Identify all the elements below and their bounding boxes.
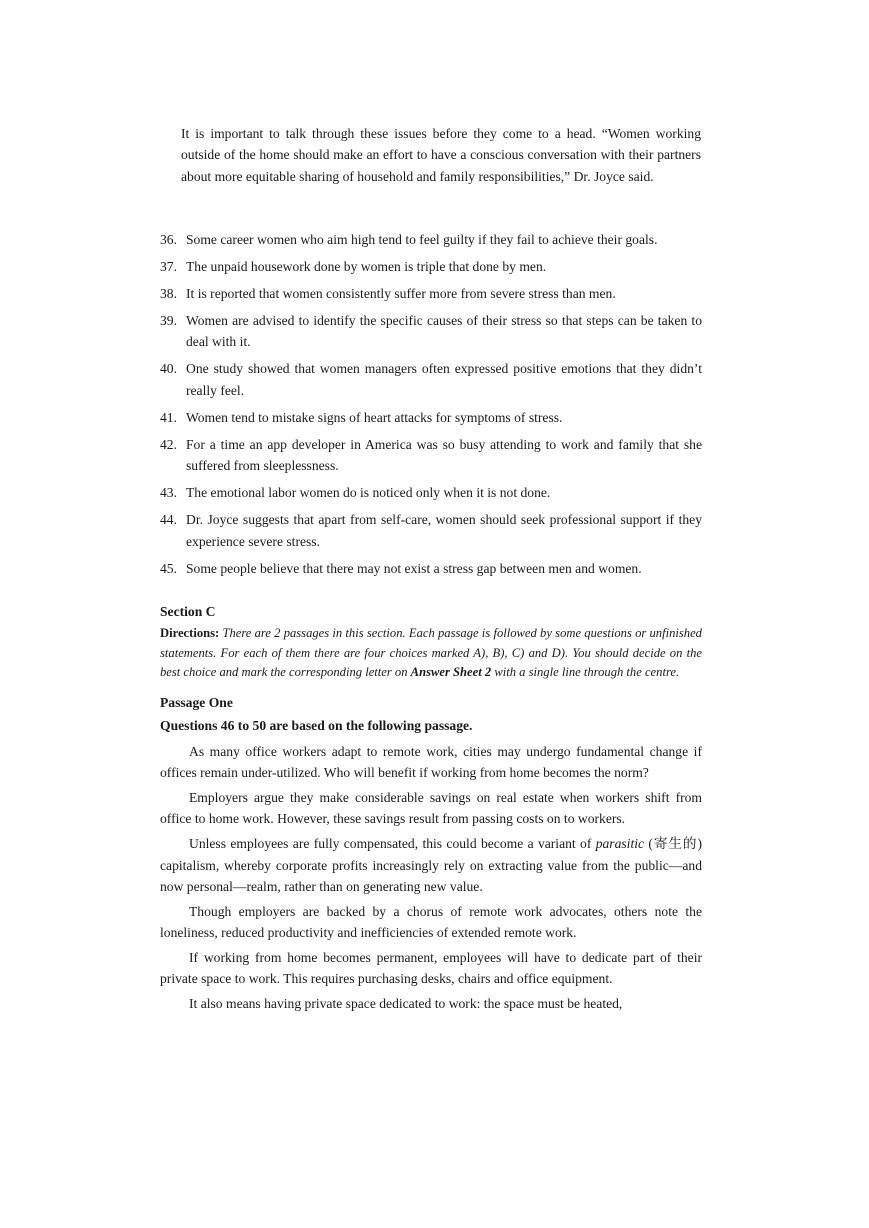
section-title: Section C: [160, 604, 216, 619]
statement-number: 39.: [160, 313, 177, 328]
statement-number: 36.: [160, 232, 177, 247]
section-c: [160, 601, 702, 1018]
statement-number: 44.: [160, 512, 177, 528]
statement-text: Women tend to mistake signs of heart attacks for symptoms of stress.: [186, 409, 563, 425]
statement-text: The unpaid housework done by women is triple that done by men.: [186, 259, 547, 274]
statement-text: The emotional labor women do is noticed only when it is not done.: [186, 485, 551, 501]
statement-number: 45.: [160, 560, 177, 576]
statement-number: 43.: [160, 485, 177, 501]
passage-paragraph: As many office workers adapt to remote work, cities may undergo fundamental change if offices remain under-utilized. Who will benefit if working from home becomes the norm?: [160, 743, 702, 781]
statement-item: [160, 407, 702, 428]
statement-item: [160, 434, 702, 477]
directions-body-end: with a single line through the centre.: [494, 664, 680, 679]
statement-number: 42.: [160, 436, 177, 452]
passage-paragraph: Employers argue they make considerable savings on real estate when workers shift from office to home work. However, these savings result from passing costs on to workers.: [160, 790, 702, 827]
passage-text: (寄生的) capitalism, whereby corporate profits increasingly rely on extracting value from the public—and now personal—realm, rather than on generating new value.: [160, 836, 702, 895]
passage-paragraph: [160, 833, 702, 897]
statement-item: [160, 229, 702, 250]
statement-text: Some people believe that there may not exist a stress gap between men and women.: [186, 560, 642, 576]
statement-text: Some career women who aim high tend to feel guilty if they fail to achieve their goals.: [186, 232, 658, 247]
directions-body: There are 2 passages in this section. Each passage is followed by some questions or unfinished statements. For each of them there are four choices marked A), B), C) and D). You should decide on the best choice and mark the corresponding letter on: [160, 626, 702, 679]
statement-list: [160, 229, 702, 585]
passage-title: Passage One: [160, 695, 233, 711]
statement-text: Women are advised to identify the specific causes of their stress so that steps can be taken to deal with it.: [186, 313, 702, 350]
statement-item: [160, 558, 702, 579]
statement-text: For a time an app developer in America was so busy attending to work and family that she suffered from sleeplessness.: [186, 436, 702, 474]
statement-item: [160, 482, 702, 503]
directions-lead: Directions:: [160, 626, 220, 641]
statement-item: [160, 358, 702, 401]
statement-text: One study showed that women managers often expressed positive emotions that they didn’t really feel.: [186, 361, 702, 398]
directions: [160, 624, 702, 682]
passage-text: Unless employees are fully compensated, this could become a variant of: [189, 836, 592, 852]
statement-text: It is reported that women consistently suffer more from severe stress than men.: [186, 286, 616, 301]
statement-number: 38.: [160, 286, 177, 301]
statement-number: 40.: [160, 361, 177, 377]
statement-item: [160, 283, 702, 304]
statement-text: Dr. Joyce suggests that apart from self-care, women should seek professional support if they experience severe stress.: [186, 512, 702, 549]
passage-paragraph: If working from home becomes permanent, employees will have to dedicate part of their private space to work. This requires purchasing desks, chairs and office equipment.: [160, 950, 702, 987]
statement-number: 41.: [160, 409, 177, 425]
statement-item: [160, 256, 702, 277]
passage-italic-term: parasitic: [595, 836, 645, 852]
statement-number: 37.: [160, 259, 177, 274]
passage-paragraph: It also means having private space dedicated to work: the space must be heated,: [189, 996, 623, 1012]
intro-paragraph: It is important to talk through these issues before they come to a head. “Women working outside of the home should make an effort to have a conscious conversation with their partners about more equitable sharing of household and family responsibilities,” Dr. Joyce said.: [181, 126, 701, 184]
passage-paragraph: Though employers are backed by a chorus of remote work advocates, others note the loneliness, reduced productivity and inefficiencies of extended remote work.: [160, 903, 702, 941]
directions-answer-sheet: Answer Sheet 2: [410, 664, 492, 679]
statement-item: [160, 509, 702, 552]
questions-note: Questions 46 to 50 are based on the following passage.: [160, 718, 473, 734]
statement-item: [160, 310, 702, 353]
